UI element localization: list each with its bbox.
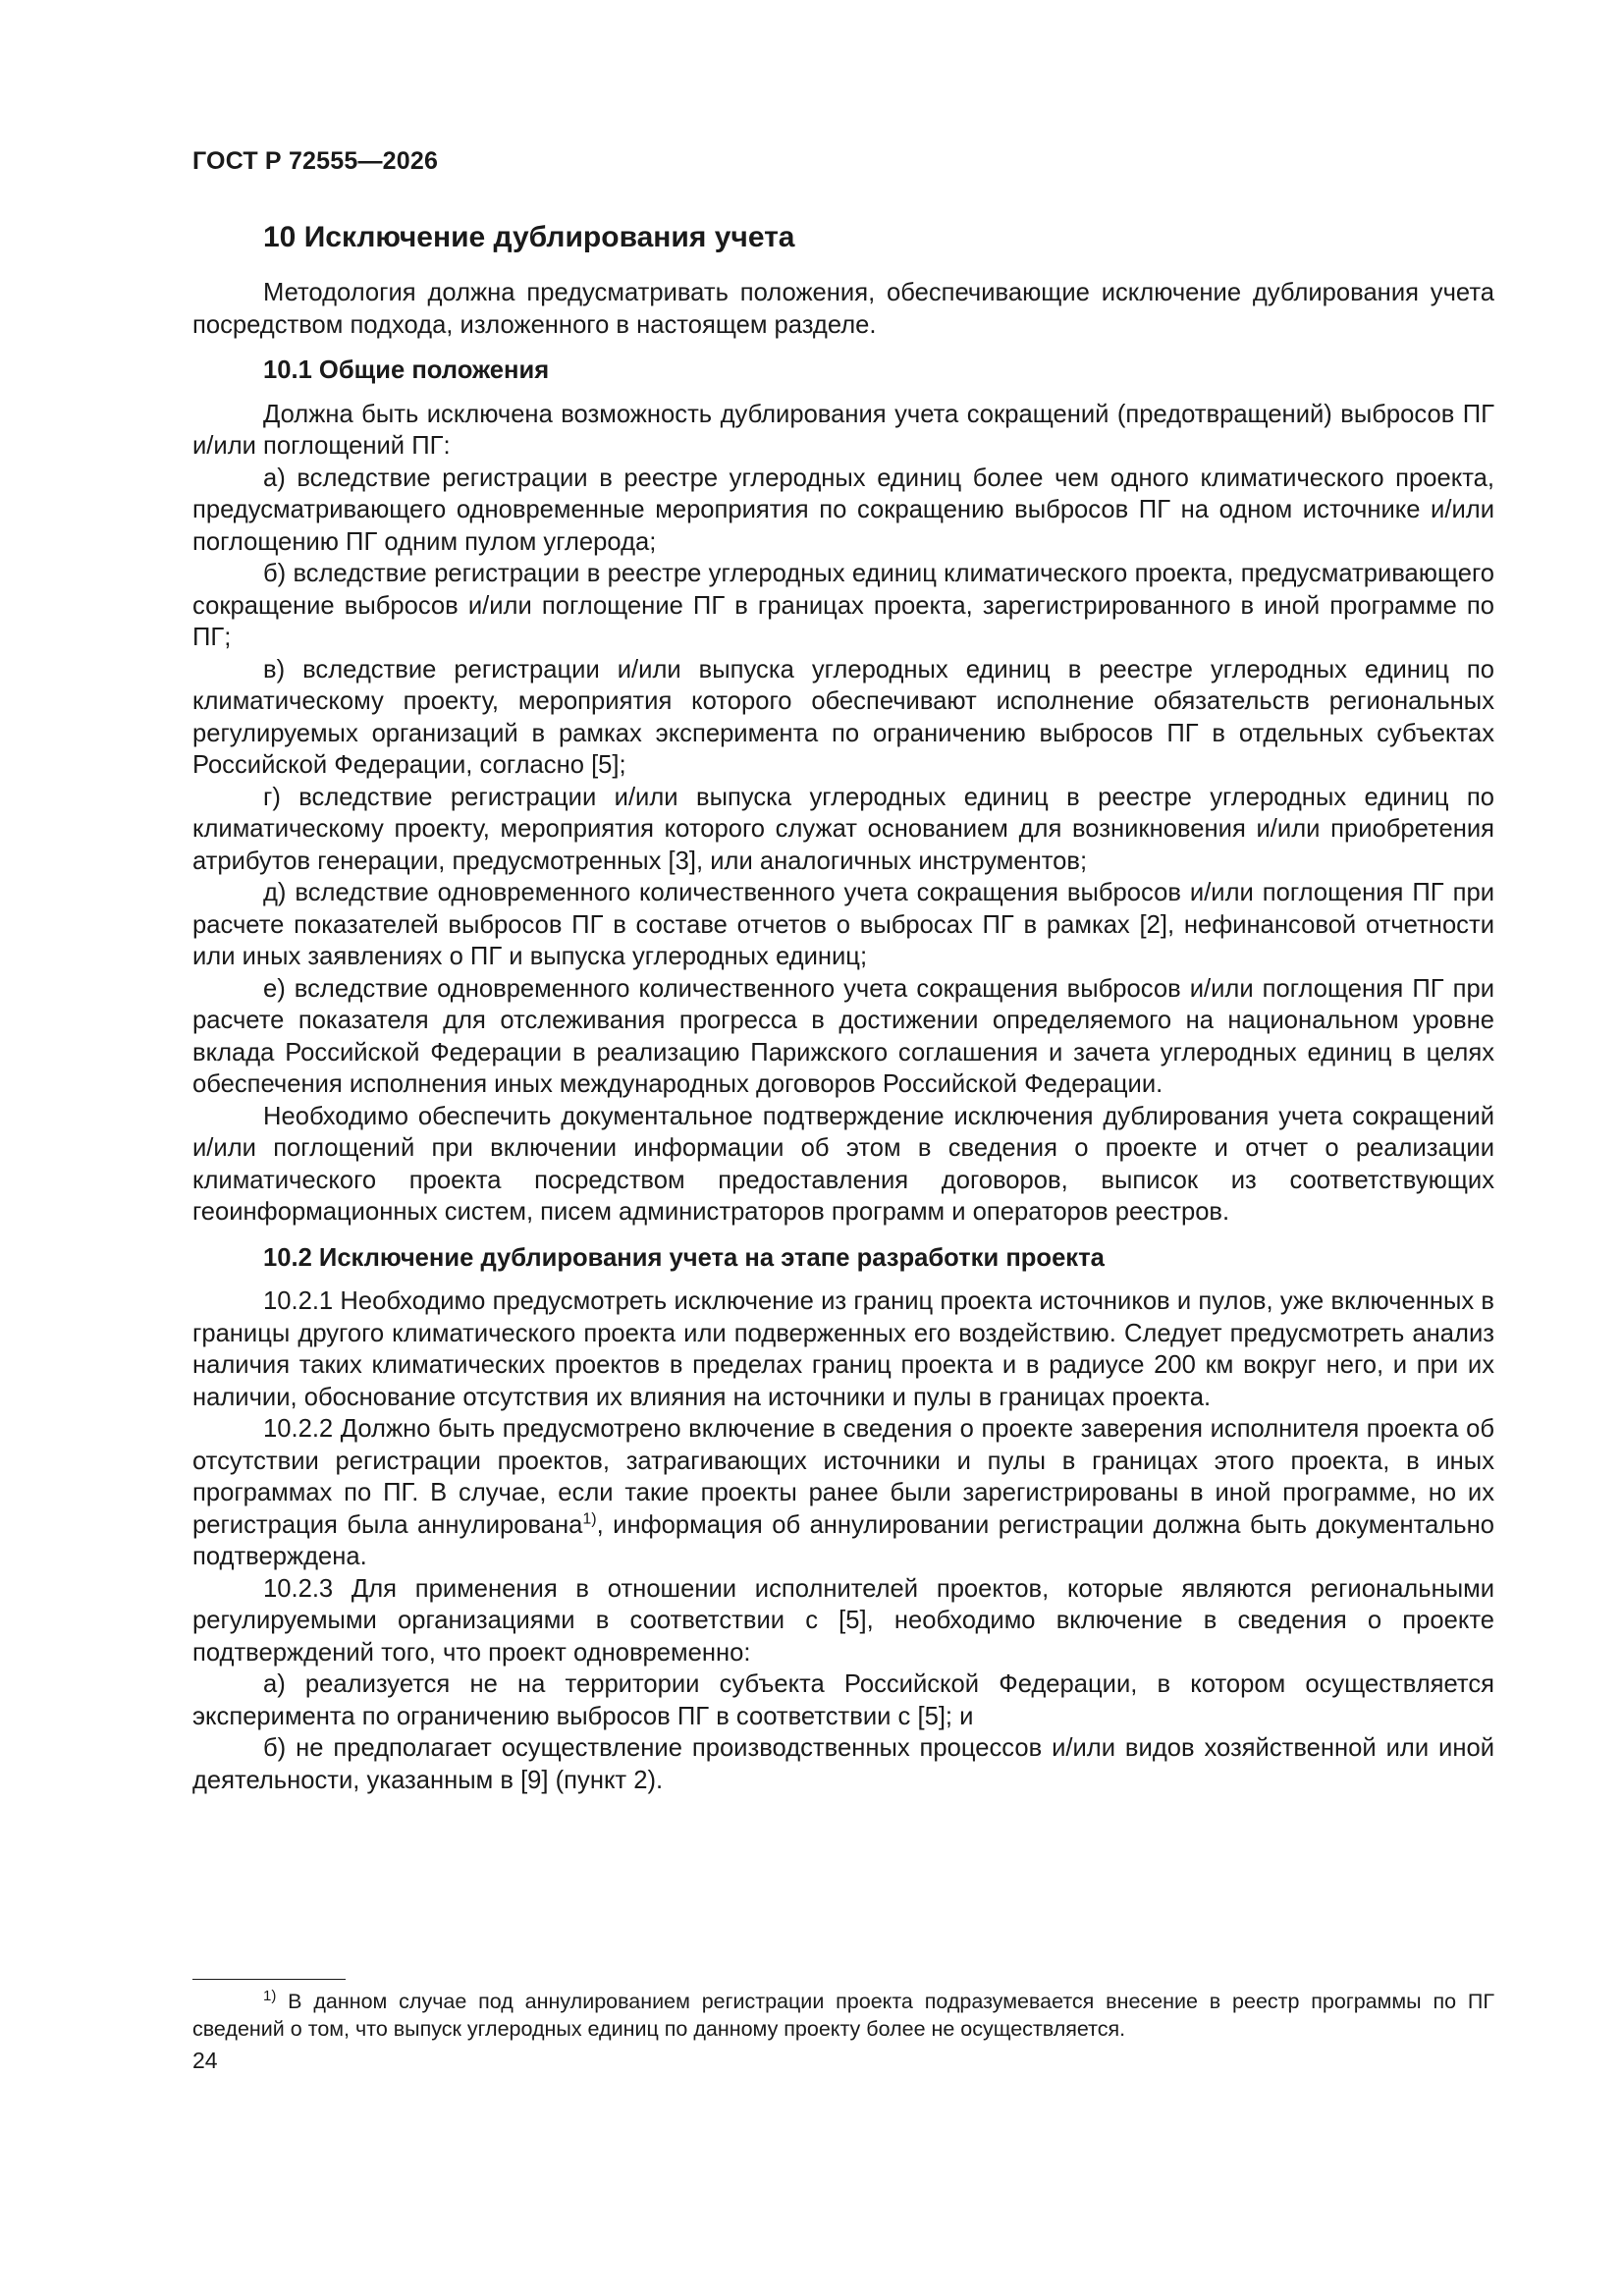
list-item-a: а) вследствие регистрации в реестре углеродных единиц более чем одного климатического проекта, предусматривающего одновременные мероприятия по сокращению выбросов ПГ на одном источнике и/или поглощению ПГ одним пулом углерода; [192, 464, 1494, 556]
clause-10-2-3: 10.2.3 Для применения в отношении исполнителей проектов, которые являются региональными регулируемыми организациями в соответствии с [5], необходимо включение в сведения о проекте подтверждений того, что проект одновременно: [192, 1574, 1494, 1667]
list-item-v: в) вследствие регистрации и/или выпуска углеродных единиц в реестре углеродных единиц по климатическому проекту, мероприятия которого обеспечивают исполнение обязательств региональных регулируемых организаций в рамках эксперимента по ограничению выбросов ПГ в отдельных субъектах Российской Федерации, согласно [5]; [192, 655, 1494, 779]
list-item-g: г) вследствие регистрации и/или выпуска углеродных единиц в реестре углеродных единиц по климатическому проекту, мероприятия которого служат основанием для возникновения и/или приобретения атрибутов генерации, предусмотренных [3], или аналогичных инструментов; [192, 783, 1494, 875]
closing-paragraph: Необходимо обеспечить документальное подтверждение исключения дублирования учета сокращений и/или поглощений при включении информации об этом в сведения о проекте и отчет о реализации климатического проекта посредством предоставления договоров, выписок из соответствующих геоинформационных систем, писем администраторов программ и операторов реестров. [192, 1102, 1494, 1226]
clause-10-2-1: 10.2.1 Необходимо предусмотреть исключение из границ проекта источников и пулов, уже включенных в границы другого климатического проекта или подверженных его воздействию. Следует предусмотреть анализ наличия таких климатических проектов в пределах границ проекта и в радиусе 200 км вокруг него, и при их наличии, обоснование отсутствия их влияния на источники и пулы в границах проекта. [192, 1287, 1494, 1411]
clause-10-2-2-text-end: , информация об аннулировании регистрации должна быть документально подтверждена. [192, 1510, 1494, 1570]
footnote-separator [192, 1979, 346, 1980]
section-intro-paragraph: Методология должна предусматривать положения, обеспечивающие исключение дублирования учета посредством подхода, изложенного в настоящем разделе. [192, 279, 1494, 339]
clause-10-2-2-text: 10.2.2 Должно быть предусмотрено включение в сведения о проекте заверения исполнителя проекта об отсутствии регистрации проектов, затрагивающих источники и пулы в границах этого проекта, в иных программах по ПГ. В случае, если такие проекты ранее были зарегистрированы в иной программе, но их регистрация была аннулирована [192, 1415, 1494, 1539]
page-body [192, 220, 1494, 1796]
footnote-reference: 1) [582, 1509, 597, 1527]
list-item-d: д) вследствие одновременного количественного учета сокращения выбросов и/или поглощения ПГ при расчете показателей выбросов ПГ в составе отчетов о выбросах ПГ в рамках [2], нефинансовой отчетности или иных заявлениях о ПГ и выпуска углеродных единиц; [192, 879, 1494, 970]
section-title: 10 Исключение дублирования учета [263, 221, 795, 253]
clause-10-2-2 [192, 1413, 1494, 1573]
clause-10-2-3-item-b: б) не предполагает осуществление производственных процессов и/или видов хозяйственной или иной деятельности, указанным в [9] (пункт 2). [192, 1734, 1494, 1794]
page-number: 24 [192, 2048, 218, 2073]
list-item-b: б) вследствие регистрации в реестре углеродных единиц климатического проекта, предусматривающего сокращение выбросов и/или поглощение ПГ в границах проекта, зарегистрированного в иной программе по ПГ; [192, 560, 1494, 651]
footnote-text: В данном случае под аннулированием регистрации проекта подразумевается внесение в реестр программы по ПГ сведений о том, что выпуск углеродных единиц по данному проекту более не осуществляется. [192, 1990, 1494, 2041]
footnote-mark: 1) [263, 1987, 277, 2004]
subsection-title-10-1: 10.1 Общие положения [263, 356, 550, 384]
subsection-title-10-2: 10.2 Исключение дублирования учета на этапе разработки проекта [263, 1243, 1105, 1272]
clause-10-2-3-item-a: а) реализуется не на территории субъекта Российской Федерации, в котором осуществляется эксперимента по ограничению выбросов ПГ в соответствии с [5]; и [192, 1670, 1494, 1730]
document-code-header: ГОСТ Р 72555—2026 [192, 147, 439, 175]
list-item-e: е) вследствие одновременного количественного учета сокращения выбросов и/или поглощения ПГ при расчете показателя для отслеживания прогресса в достижении определяемого на национальном уровне вклада Российской Федерации в реализацию Парижского соглашения и зачета углеродных единиц в целях обеспечения исполнения иных международных договоров Российской Федерации. [192, 974, 1494, 1098]
footnote [192, 1988, 1494, 2043]
subsection-lead-paragraph: Должна быть исключена возможность дублирования учета сокращений (предотвращений) выбросов ПГ и/или поглощений ПГ: [192, 400, 1494, 460]
